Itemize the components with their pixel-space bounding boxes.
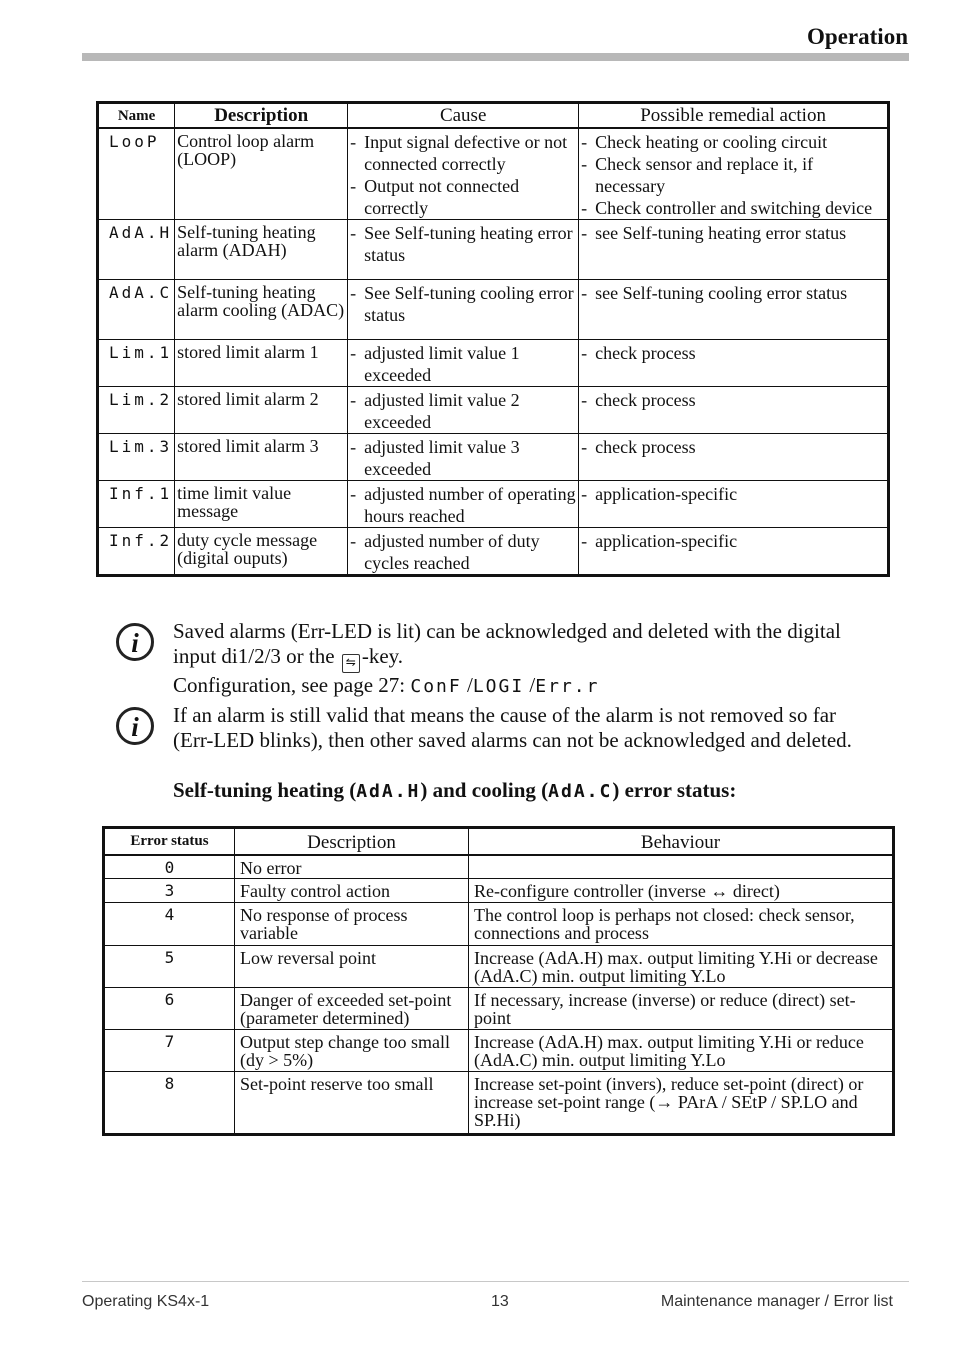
alarm-name-code: Lim.1 — [98, 340, 175, 387]
header-remedial-action: Possible remedial action — [579, 103, 889, 129]
error-behaviour: The control loop is perhaps not closed: check sensor, connections and process — [469, 903, 894, 946]
error-row — [104, 1072, 894, 1135]
alarm-description: stored limit alarm 2 — [175, 387, 348, 434]
alarm-table — [96, 101, 890, 577]
footer-section-title: Maintenance manager / Error list — [660, 1293, 893, 1310]
alarm-description: Control loop alarm (LOOP) — [175, 128, 348, 220]
alarm-row — [98, 528, 889, 576]
display-code: LOGI — [472, 676, 525, 697]
error-description: Low reversal point — [235, 946, 469, 988]
error-row — [104, 855, 894, 879]
heading-part: ) error status: — [612, 778, 737, 802]
note-line: If an alarm is still valid that means the cause of the alarm is not removed so far — [173, 703, 837, 727]
alarm-name-code: AdA.H — [98, 220, 175, 280]
note-line-part: Configuration, see page 27: — [173, 673, 406, 697]
note-line — [173, 644, 916, 673]
error-status-code: 6 — [104, 988, 235, 1030]
error-behaviour: Increase set-point (invers), reduce set-point (direct) or increase set-point range (→ PArA / SEtP / SP.LO and SP.Hi) — [469, 1072, 894, 1135]
alarm-description: stored limit alarm 1 — [175, 340, 348, 387]
alarm-description: Self-tuning heating alarm (ADAH) — [175, 220, 348, 280]
alarm-name-code: LooP — [98, 128, 175, 220]
error-table-header — [104, 828, 894, 855]
action-item: - application-specific — [581, 483, 885, 505]
header-rule — [82, 53, 909, 61]
alarm-cause — [348, 220, 579, 280]
note-text — [173, 619, 916, 699]
cause-item: - adjusted limit value 3 exceeded — [350, 436, 576, 480]
note-line-part: input di1/2/3 or the — [173, 644, 335, 668]
cause-item: - adjusted number of operating hours reached — [350, 483, 576, 527]
alarm-action — [579, 387, 889, 434]
error-status-code: 7 — [104, 1030, 235, 1072]
error-behaviour: If necessary, increase (inverse) or reduce (direct) set-point — [469, 988, 894, 1030]
info-icon: i — [116, 623, 154, 661]
footer-document-title: Operating KS4x-1 — [82, 1293, 210, 1310]
note-line: (Err-LED blinks), then other saved alarms can not be acknowledged and deleted. — [173, 728, 852, 752]
error-row — [104, 1030, 894, 1072]
action-item: - check process — [581, 389, 885, 411]
error-status-table — [102, 826, 895, 1136]
note-line-part: -key. — [361, 644, 404, 668]
alarm-action — [579, 220, 889, 280]
info-note-valid-alarm — [116, 703, 916, 753]
error-status-code: 8 — [104, 1072, 235, 1135]
alarm-action — [579, 128, 889, 220]
alarm-cause — [348, 340, 579, 387]
alarm-cause — [348, 434, 579, 481]
alarm-name-code: Inf.1 — [98, 481, 175, 528]
page-number: 13 — [491, 1293, 509, 1310]
alarm-cause — [348, 128, 579, 220]
alarm-action — [579, 280, 889, 340]
note-line: Configuration, see page 27: ConF /LOGI /Err.r — [173, 673, 600, 697]
alarm-name-code: Lim.3 — [98, 434, 175, 481]
cause-item: - Input signal defective or not connected correctly — [350, 131, 576, 175]
action-item: - check process — [581, 436, 885, 458]
action-item: - see Self-tuning heating error status — [581, 222, 885, 244]
alarm-row — [98, 387, 889, 434]
error-status-code: 4 — [104, 903, 235, 946]
error-row — [104, 903, 894, 946]
error-row — [104, 879, 894, 903]
action-item: - see Self-tuning cooling error status — [581, 282, 885, 304]
note-line: Saved alarms (Err-LED is lit) can be acknowledged and deleted with the digital — [173, 619, 841, 643]
page-section-title: Operation — [807, 24, 908, 49]
alarm-name-code: AdA.C — [98, 280, 175, 340]
error-status-code: 3 — [104, 879, 235, 903]
alarm-description: time limit value message — [175, 481, 348, 528]
display-code: ConF — [410, 676, 462, 697]
header-name: Name — [98, 103, 175, 129]
alarm-description: duty cycle message (digital ouputs) — [175, 528, 348, 576]
info-note-saved-alarms — [116, 619, 916, 699]
alarm-action — [579, 340, 889, 387]
alarm-description: stored limit alarm 3 — [175, 434, 348, 481]
action-item: - Check controller and switching device — [581, 197, 885, 219]
error-row — [104, 988, 894, 1030]
header-error-status: Error status — [104, 828, 235, 855]
display-code: Err.r — [535, 676, 600, 697]
action-item: - application-specific — [581, 530, 885, 552]
alarm-row — [98, 481, 889, 528]
alarm-row — [98, 340, 889, 387]
action-item: - Check sensor and replace it, if necessary — [581, 153, 885, 197]
alarm-cause — [348, 387, 579, 434]
alarm-row — [98, 280, 889, 340]
error-description: Set-point reserve too small — [235, 1072, 469, 1135]
header-description: Description — [235, 828, 469, 855]
heading-part: ) and cooling ( — [420, 778, 549, 802]
footer-rule — [82, 1281, 909, 1282]
alarm-action — [579, 528, 889, 576]
alarm-cause — [348, 528, 579, 576]
alarm-name-code: Inf.2 — [98, 528, 175, 576]
header-cause: Cause — [348, 103, 579, 129]
alarm-description: Self-tuning heating alarm cooling (ADAC) — [175, 280, 348, 340]
section-heading — [173, 778, 736, 803]
error-behaviour: Increase (AdA.H) max. output limiting Y.Hi or reduce (AdA.C) min. output limiting Y.Lo — [469, 1030, 894, 1072]
alarm-action — [579, 434, 889, 481]
error-status-code: 5 — [104, 946, 235, 988]
display-code: AdA.C — [548, 781, 613, 802]
cause-item: - See Self-tuning heating error status — [350, 222, 576, 266]
error-status-code: 0 — [104, 855, 235, 879]
error-description: Danger of exceeded set-point (parameter determined) — [235, 988, 469, 1030]
error-behaviour: Increase (AdA.H) max. output limiting Y.Hi or decrease (AdA.C) min. output limiting Y.Lo — [469, 946, 894, 988]
alarm-action — [579, 481, 889, 528]
alarm-row — [98, 434, 889, 481]
heading-part: Self-tuning heating ( — [173, 778, 357, 802]
error-description: Output step change too small (dy > 5%) — [235, 1030, 469, 1072]
cause-item: - adjusted limit value 2 exceeded — [350, 389, 576, 433]
alarm-table-header — [98, 103, 889, 129]
note-text — [173, 703, 916, 753]
error-behaviour: Re-configure controller (inverse ↔ direct) — [469, 879, 894, 903]
action-item: - Check heating or cooling circuit — [581, 131, 885, 153]
alarm-cause — [348, 280, 579, 340]
error-description: No response of process variable — [235, 903, 469, 946]
error-description: Faulty control action — [235, 879, 469, 903]
alarm-name-code: Lim.2 — [98, 387, 175, 434]
alarm-cause — [348, 481, 579, 528]
cause-item: - Output not connected correctly — [350, 175, 576, 219]
header-description: Description — [175, 103, 348, 129]
alarm-row — [98, 220, 889, 280]
info-icon: i — [116, 707, 154, 745]
cause-item: - adjusted number of duty cycles reached — [350, 530, 576, 574]
alarm-row — [98, 128, 889, 220]
error-behaviour — [469, 855, 894, 879]
cause-item: - adjusted limit value 1 exceeded — [350, 342, 576, 386]
display-code: AdA.H — [356, 781, 421, 802]
header-behaviour: Behaviour — [469, 828, 894, 855]
error-row — [104, 946, 894, 988]
selector-key-icon: ⇋ — [342, 654, 360, 673]
error-description: No error — [235, 855, 469, 879]
cause-item: - See Self-tuning cooling error status — [350, 282, 576, 326]
action-item: - check process — [581, 342, 885, 364]
